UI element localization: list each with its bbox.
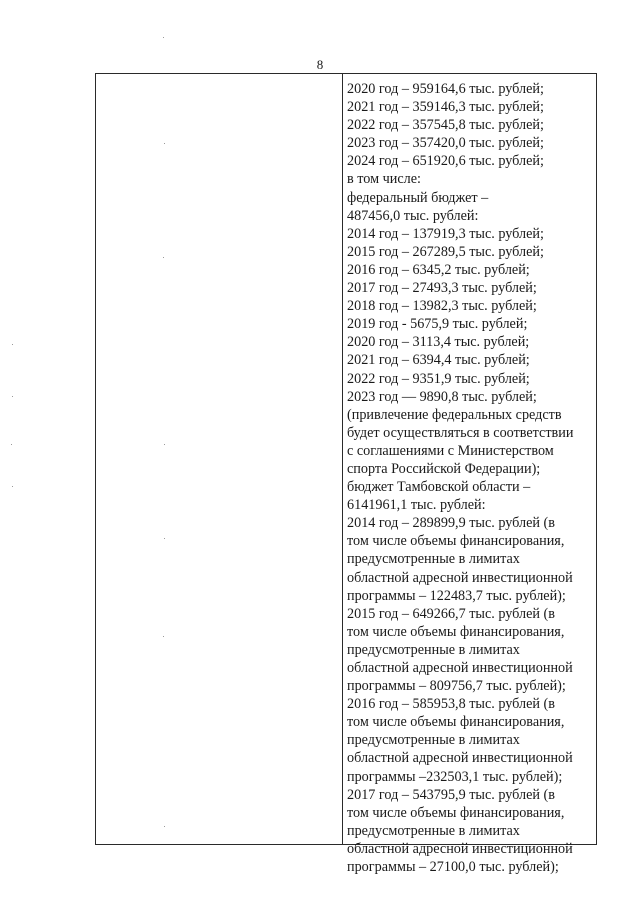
cell-line: программы – 809756,7 тыс. рублей); <box>347 678 566 695</box>
cell-line: будет осуществляться в соответствии <box>347 424 574 441</box>
cell-line: областной адресной инвестиционной <box>347 840 573 857</box>
scan-speck <box>164 444 165 445</box>
cell-line: предусмотренные в лимитах <box>347 641 520 658</box>
cell-line: 2022 год – 9351,9 тыс. рублей; <box>347 370 530 387</box>
funding-cell <box>347 80 593 876</box>
cell-line: 2014 год – 289899,9 тыс. рублей (в <box>347 515 555 532</box>
cell-line: 2020 год – 3113,4 тыс. рублей; <box>347 334 530 351</box>
cell-line: 487456,0 тыс. рублей: <box>347 207 479 224</box>
cell-line: федеральный бюджет – <box>347 189 489 206</box>
cell-line: программы – 122483,7 тыс. рублей); <box>347 587 566 604</box>
scan-speck <box>164 538 165 539</box>
cell-line: 2015 год – 267289,5 тыс. рублей; <box>347 243 544 260</box>
cell-line: 6141961,1 тыс. рублей: <box>347 497 486 514</box>
scan-speck <box>164 826 165 827</box>
cell-line: областной адресной инвестиционной <box>347 569 573 586</box>
cell-line: 2020 год – 959164,6 тыс. рублей; <box>347 81 544 97</box>
cell-line: том числе объемы финансирования, <box>347 804 565 821</box>
cell-line: областной адресной инвестиционной <box>347 750 573 767</box>
scan-speck <box>163 257 164 258</box>
scan-speck <box>11 444 12 445</box>
program-table <box>95 73 597 876</box>
cell-line: спорта Российской Федерации); <box>347 460 541 477</box>
cell-line: том числе объемы финансирования, <box>347 714 565 731</box>
cell-line: в том числе: <box>347 171 421 188</box>
cell-line: 2016 год – 6345,2 тыс. рублей; <box>347 261 530 278</box>
cell-line: 2024 год – 651920,6 тыс. рублей; <box>347 153 544 170</box>
cell-line: 2015 год – 649266,7 тыс. рублей (в <box>347 605 555 622</box>
scan-speck <box>163 37 164 38</box>
cell-line: том числе объемы финансирования, <box>347 533 565 550</box>
cell-line: 2018 год – 13982,3 тыс. рублей; <box>347 298 537 315</box>
cell-line: (привлечение федеральных средств <box>347 406 562 423</box>
cell-line: программы –232503,1 тыс. рублей); <box>347 768 563 785</box>
page-number: 8 <box>316 57 324 72</box>
cell-line: предусмотренные в лимитах <box>347 551 520 568</box>
scan-speck <box>12 396 13 397</box>
cell-line: 2019 год - 5675,9 тыс. рублей; <box>347 316 528 333</box>
cell-line: с соглашениями с Министерством <box>347 442 554 459</box>
cell-line: том числе объемы финансирования, <box>347 623 565 640</box>
scan-speck <box>164 143 165 144</box>
cell-line: 2021 год – 359146,3 тыс. рублей; <box>347 99 544 116</box>
scan-speck <box>163 636 164 637</box>
scan-speck <box>12 486 13 487</box>
cell-line: 2022 год – 357545,8 тыс. рублей; <box>347 117 544 134</box>
cell-line: предусмотренные в лимитах <box>347 822 520 839</box>
cell-line: предусмотренные в лимитах <box>347 732 520 749</box>
cell-line: 2017 год – 27493,3 тыс. рублей; <box>347 280 537 297</box>
cell-line: 2023 год — 9890,8 тыс. рублей; <box>347 388 537 405</box>
cell-line: бюджет Тамбовской области – <box>347 479 531 496</box>
cell-line: 2016 год – 585953,8 тыс. рублей (в <box>347 696 555 713</box>
cell-line: 2017 год – 543795,9 тыс. рублей (в <box>347 786 555 803</box>
cell-line: областной адресной инвестиционной <box>347 660 573 676</box>
scan-speck <box>12 344 13 345</box>
cell-line: программы – 27100,0 тыс. рублей); <box>347 859 559 876</box>
cell-line: 2023 год – 357420,0 тыс. рублей; <box>347 135 544 152</box>
cell-line: 2021 год – 6394,4 тыс. рублей; <box>347 352 530 369</box>
column-divider <box>342 74 343 844</box>
cell-line: 2014 год – 137919,3 тыс. рублей; <box>347 225 544 242</box>
